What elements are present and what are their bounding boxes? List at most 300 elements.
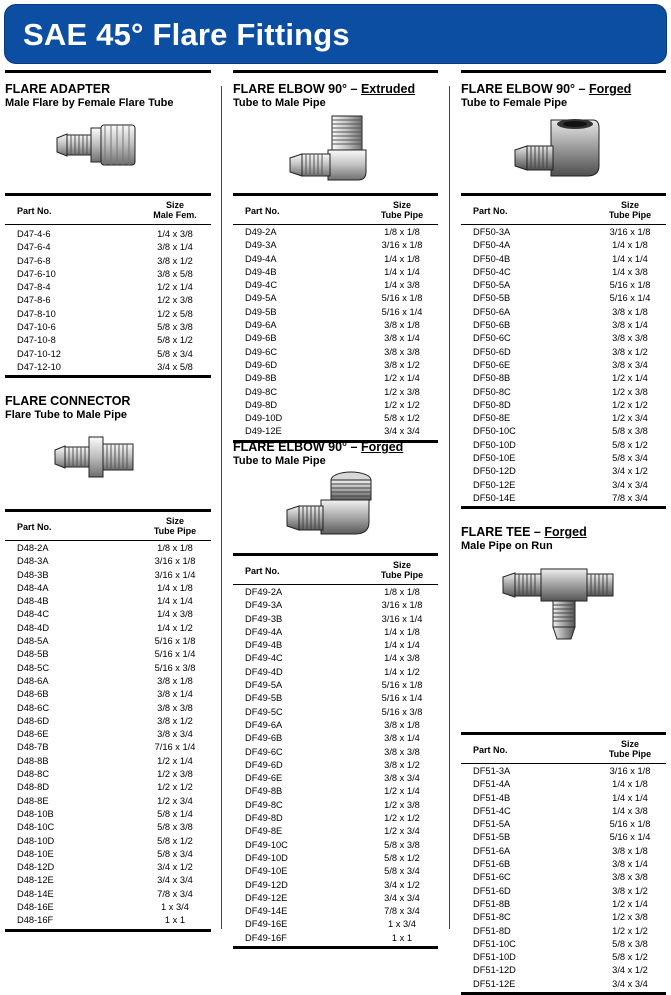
part-size: 1 x 1	[164, 915, 186, 926]
part-number: DF51-12D	[473, 965, 516, 976]
section-title: FLARE ADAPTER	[5, 82, 111, 96]
table-row	[5, 228, 211, 241]
table-row	[5, 255, 211, 268]
part-number: DF50-6E	[473, 359, 511, 370]
part-number: DF50-10E	[473, 453, 516, 464]
part-number: DF49-12D	[245, 879, 288, 890]
part-number: DF50-6B	[473, 320, 511, 331]
table-row	[5, 914, 211, 927]
part-size: 5/8 x 1/2	[612, 439, 648, 450]
part-number: D49-4C	[245, 280, 278, 291]
table-row	[5, 294, 211, 307]
part-number: D47-8-10	[17, 308, 56, 319]
part-size: 1/8 x 1/8	[157, 543, 193, 553]
part-size: 3/16 x 1/8	[154, 556, 196, 567]
part-number: D48-3A	[17, 556, 49, 567]
part-size: 1/2 x 1/4	[612, 898, 648, 909]
table-row	[5, 582, 211, 595]
flare-elbow-forged-image	[285, 470, 375, 544]
table-row	[461, 253, 666, 266]
part-number: D48-6E	[17, 729, 49, 740]
table-row	[5, 755, 211, 768]
table-row	[233, 932, 438, 945]
table-row	[5, 268, 211, 281]
part-number: DF51-10C	[473, 938, 516, 949]
table-row	[5, 241, 211, 254]
part-size: 1/4 x 3/8	[384, 280, 420, 291]
part-number: DF49-8D	[245, 813, 283, 824]
part-size: 1/2 x 3/8	[612, 912, 648, 923]
section-subtitle: Flare Tube to Male Pipe	[5, 409, 128, 421]
part-size: 1/4 x 1/8	[612, 779, 648, 790]
table-row	[5, 795, 211, 808]
part-size: 1/2 x 1/2	[384, 399, 420, 410]
part-size: 3/4 x 3/4	[384, 426, 420, 437]
part-number: D48-5B	[17, 649, 49, 660]
part-size: 5/16 x 1/4	[381, 306, 423, 317]
table-row	[461, 279, 666, 292]
part-number: D48-4D	[17, 622, 50, 633]
part-size: 1/2 x 3/8	[157, 769, 193, 780]
part-size: 3/16 x 1/4	[381, 613, 423, 624]
part-size: 1/4 x 1/2	[157, 622, 193, 633]
column-2	[233, 70, 438, 943]
table-row	[461, 412, 666, 425]
table-row	[233, 412, 438, 425]
part-number: DF50-12E	[473, 479, 516, 490]
part-size: 3/8 x 1/2	[612, 346, 648, 357]
part-number: D47-8-6	[17, 295, 51, 306]
table-row	[461, 465, 666, 478]
table-row	[5, 662, 211, 675]
part-number: DF49-5B	[245, 693, 283, 704]
table-row	[233, 905, 438, 918]
part-size: 5/8 x 1/2	[157, 835, 193, 846]
table-row	[5, 728, 211, 741]
part-number: D48-2A	[17, 543, 49, 553]
part-number: DF49-8E	[245, 826, 283, 837]
part-number: D49-12E	[245, 426, 282, 437]
column-3	[461, 70, 666, 989]
part-number: D49-3A	[245, 240, 277, 251]
parts-table	[5, 193, 211, 378]
part-size: 3/8 x 3/4	[157, 729, 193, 740]
part-size: 1/2 x 3/8	[384, 799, 420, 810]
part-number: D47-6-8	[17, 255, 51, 266]
part-number: DF51-3A	[473, 766, 511, 776]
table-row	[233, 359, 438, 372]
part-number: DF49-10E	[245, 866, 288, 877]
part-number: D48-6D	[17, 715, 50, 726]
table-row	[461, 359, 666, 372]
part-number: DF51-5A	[473, 819, 511, 830]
part-size: 3/8 x 1/4	[612, 859, 648, 870]
part-size: 1/4 x 1/4	[612, 792, 648, 803]
part-number: DF51-4A	[473, 779, 511, 790]
part-number: D49-6A	[245, 320, 277, 331]
part-number: DF49-14E	[245, 906, 288, 917]
table-row	[233, 279, 438, 292]
part-number: DF49-2A	[245, 587, 283, 597]
table-row	[233, 706, 438, 719]
part-size: 3/4 x 3/4	[157, 875, 193, 886]
table-row	[461, 439, 666, 452]
part-number: D48-16E	[17, 902, 54, 913]
part-number: D49-4B	[245, 266, 277, 277]
part-number: D48-4C	[17, 609, 50, 620]
part-number: DF49-6A	[245, 719, 283, 730]
table-row	[5, 555, 211, 568]
part-number: D49-5A	[245, 293, 277, 304]
part-size: 5/8 x 3/8	[157, 822, 193, 833]
part-size: 5/16 x 1/8	[381, 680, 423, 691]
part-size: 1/4 x 1/8	[384, 626, 420, 637]
table-row	[5, 308, 211, 321]
part-size: 3/8 x 1/4	[157, 242, 193, 253]
table-row	[233, 372, 438, 385]
table-bottom-rule	[5, 929, 211, 932]
section-title: FLARE ELBOW 90° – Forged	[461, 82, 632, 96]
part-number: DF51-4B	[473, 792, 511, 803]
table-row	[5, 348, 211, 361]
part-number: DF49-8C	[245, 799, 283, 810]
table-header: Part No. Size Tube Pipe	[461, 732, 666, 764]
part-number: DF50-8D	[473, 399, 511, 410]
table-row	[233, 865, 438, 878]
table-row	[461, 399, 666, 412]
table-row	[461, 858, 666, 871]
page-banner	[4, 4, 667, 64]
part-number: D48-8D	[17, 782, 50, 793]
part-size: 5/8 x 3/4	[157, 848, 193, 859]
part-size: 3/8 x 1/2	[384, 359, 420, 370]
part-size: 3/8 x 3/8	[384, 346, 420, 357]
part-size: 1/2 x 3/8	[384, 386, 420, 397]
table-row	[461, 452, 666, 465]
part-size: 1/2 x 1/2	[157, 782, 193, 793]
table-row	[233, 626, 438, 639]
table-header: Part No. Size Tube Pipe	[461, 193, 666, 225]
part-number: DF51-12E	[473, 978, 516, 989]
part-number: D48-8B	[17, 755, 49, 766]
table-row	[461, 306, 666, 319]
part-size: 3/4 x 5/8	[157, 361, 193, 372]
part-number: DF49-6C	[245, 746, 283, 757]
part-number: D49-8C	[245, 386, 278, 397]
column-top-rule	[233, 70, 438, 73]
table-row	[233, 652, 438, 665]
table-bottom-rule	[233, 946, 438, 949]
part-size: 5/8 x 3/4	[157, 348, 193, 359]
section-flare-elbow-forged-female	[461, 82, 666, 503]
part-number: D47-10-8	[17, 335, 56, 346]
part-size: 3/4 x 3/4	[612, 978, 648, 989]
table-row	[233, 425, 438, 438]
part-size: 3/8 x 1/2	[384, 759, 420, 770]
part-size: 1/4 x 1/4	[384, 266, 420, 277]
part-number: D49-6B	[245, 333, 277, 344]
section-flare-adapter	[5, 82, 211, 372]
part-number: D48-4B	[17, 596, 49, 607]
table-row	[233, 613, 438, 626]
table-row	[461, 226, 666, 239]
part-size: 5/8 x 1/2	[157, 335, 193, 346]
part-size: 7/16 x 1/4	[154, 742, 196, 753]
parts-table	[233, 553, 438, 949]
part-size: 3/8 x 5/8	[157, 268, 193, 279]
part-size: 5/8 x 1/2	[384, 413, 420, 424]
part-number: DF49-16F	[245, 932, 287, 943]
table-row	[461, 239, 666, 252]
part-size: 3/8 x 1/4	[384, 333, 420, 344]
part-size: 5/16 x 1/8	[381, 293, 423, 304]
part-size: 3/4 x 1/2	[612, 466, 648, 477]
part-size: 1/2 x 1/4	[384, 373, 420, 384]
table-row	[233, 399, 438, 412]
part-size: 3/8 x 3/8	[612, 872, 648, 883]
table-row	[461, 479, 666, 492]
section-subtitle: Tube to Male Pipe	[233, 455, 326, 467]
table-row	[233, 306, 438, 319]
part-size: 1/4 x 1/4	[157, 596, 193, 607]
part-size: 5/8 x 1/2	[612, 952, 648, 963]
part-number: D48-7B	[17, 742, 49, 753]
table-row	[5, 715, 211, 728]
part-number: D48-5C	[17, 662, 50, 673]
table-row	[461, 911, 666, 924]
part-number: D49-8D	[245, 399, 278, 410]
part-number: D48-8C	[17, 769, 50, 780]
part-size: 7/8 x 3/4	[612, 492, 648, 503]
part-size: 1/2 x 1/4	[157, 755, 193, 766]
table-row	[233, 719, 438, 732]
part-number: D48-10D	[17, 835, 55, 846]
table-row	[461, 492, 666, 505]
part-number: DF51-8D	[473, 925, 511, 936]
table-row	[233, 292, 438, 305]
table-bottom-rule	[5, 375, 211, 378]
part-number: D48-8E	[17, 795, 49, 806]
section-flare-tee-forged	[461, 525, 666, 989]
flare-connector-image	[53, 434, 135, 480]
table-row	[233, 892, 438, 905]
part-size: 1/2 x 3/8	[157, 295, 193, 306]
table-row	[233, 852, 438, 865]
table-row	[461, 964, 666, 977]
part-size: 3/8 x 3/8	[612, 333, 648, 344]
table-header: Part No. Size Tube Pipe	[233, 193, 438, 225]
part-number: DF49-4D	[245, 666, 283, 677]
table-row	[5, 622, 211, 635]
part-number: D48-12E	[17, 875, 54, 886]
table-row	[5, 321, 211, 334]
table-row	[461, 778, 666, 791]
part-size: 1/4 x 3/8	[384, 653, 420, 664]
part-size: 3/8 x 1/8	[612, 845, 648, 856]
part-number: DF49-4A	[245, 626, 283, 637]
part-size: 1/2 x 1/2	[612, 925, 648, 936]
table-row	[233, 226, 438, 239]
part-size: 7/8 x 3/4	[157, 888, 193, 899]
part-size: 7/8 x 3/4	[384, 906, 420, 917]
table-row	[233, 599, 438, 612]
part-size: 1/2 x 1/2	[384, 813, 420, 824]
part-size: 1/2 x 3/4	[157, 795, 193, 806]
part-size: 3/8 x 1/2	[157, 255, 193, 266]
part-size: 5/16 x 1/8	[609, 280, 651, 291]
part-size: 3/8 x 1/4	[384, 733, 420, 744]
part-number: DF49-10D	[245, 852, 288, 863]
part-number: D48-6B	[17, 689, 49, 700]
table-row	[233, 586, 438, 599]
table-row	[233, 386, 438, 399]
part-number: D47-8-4	[17, 282, 51, 293]
table-row	[461, 266, 666, 279]
part-size: 3/16 x 1/8	[381, 240, 423, 251]
part-size: 3/8 x 1/8	[612, 306, 648, 317]
part-number: DF51-10D	[473, 952, 516, 963]
table-row	[461, 845, 666, 858]
table-row	[461, 938, 666, 951]
part-size: 5/8 x 3/8	[384, 839, 420, 850]
part-number: DF50-4C	[473, 266, 511, 277]
part-size: 3/4 x 3/4	[384, 892, 420, 903]
part-number: DF49-5A	[245, 680, 283, 691]
part-size: 1/2 x 1/4	[384, 786, 420, 797]
part-number: D49-2A	[245, 227, 277, 237]
part-number: DF50-6C	[473, 333, 511, 344]
table-row	[5, 542, 211, 555]
table-row	[461, 792, 666, 805]
part-number: DF51-5B	[473, 832, 511, 843]
table-row	[461, 292, 666, 305]
part-number: DF50-8E	[473, 413, 511, 424]
part-number: DF49-6D	[245, 759, 283, 770]
table-row	[5, 821, 211, 834]
table-row	[233, 253, 438, 266]
part-number: D49-10D	[245, 413, 283, 424]
part-size: 5/8 x 3/8	[157, 322, 193, 333]
part-size: 1/2 x 1/2	[612, 399, 648, 410]
column-top-rule	[461, 70, 666, 73]
table-row	[5, 835, 211, 848]
table-row	[461, 346, 666, 359]
table-row	[233, 839, 438, 852]
part-number: DF51-6D	[473, 885, 511, 896]
part-size: 5/16 x 1/8	[154, 636, 196, 647]
part-size: 1/8 x 1/8	[384, 227, 420, 237]
part-number: DF51-6B	[473, 859, 511, 870]
part-number: D47-10-12	[17, 348, 61, 359]
table-row	[233, 732, 438, 745]
part-number: D47-4-6	[17, 229, 51, 239]
part-number: DF51-6C	[473, 872, 511, 883]
part-number: D48-3B	[17, 569, 49, 580]
part-size: 1/2 x 5/8	[157, 308, 193, 319]
flare-elbow-female-image	[513, 116, 603, 184]
part-number: D48-16F	[17, 915, 54, 926]
table-row	[461, 805, 666, 818]
part-size: 3/16 x 1/4	[154, 569, 196, 580]
part-size: 5/16 x 3/8	[381, 706, 423, 717]
part-number: D48-10E	[17, 848, 54, 859]
section-title: FLARE TEE – Forged	[461, 525, 587, 539]
part-size: 1/2 x 1/4	[612, 373, 648, 384]
table-row	[233, 266, 438, 279]
part-number: DF51-4C	[473, 805, 511, 816]
table-row	[461, 951, 666, 964]
table-row	[5, 768, 211, 781]
part-size: 1/2 x 3/4	[384, 826, 420, 837]
part-number: DF49-10C	[245, 839, 288, 850]
part-size: 3/8 x 3/8	[157, 702, 193, 713]
part-number: D49-8B	[245, 373, 277, 384]
part-size: 3/8 x 1/8	[157, 675, 193, 686]
part-number: DF50-14E	[473, 492, 516, 503]
table-row	[5, 874, 211, 887]
part-size: 3/8 x 1/4	[157, 689, 193, 700]
part-number: DF49-6E	[245, 773, 283, 784]
part-number: DF49-3A	[245, 600, 283, 611]
part-number: DF50-4B	[473, 253, 511, 264]
part-size: 1/4 x 1/4	[384, 640, 420, 651]
table-row	[233, 679, 438, 692]
table-row	[461, 885, 666, 898]
part-number: D49-6C	[245, 346, 278, 357]
part-size: 1/4 x 3/8	[157, 609, 193, 620]
part-size: 1/4 x 1/8	[612, 240, 648, 251]
part-number: D47-12-10	[17, 361, 61, 372]
table-row	[5, 861, 211, 874]
part-number: D47-10-6	[17, 322, 56, 333]
table-row	[461, 425, 666, 438]
section-flare-connector	[5, 394, 211, 926]
table-row	[233, 759, 438, 772]
part-size: 1/4 x 1/8	[157, 582, 193, 593]
part-number: D49-4A	[245, 253, 277, 264]
table-row	[233, 799, 438, 812]
table-row	[5, 688, 211, 701]
table-row	[233, 332, 438, 345]
part-number: DF50-8B	[473, 373, 511, 384]
section-subtitle: Male Flare by Female Flare Tube	[5, 97, 174, 109]
parts-table	[5, 509, 211, 932]
part-number: DF50-4A	[473, 240, 511, 251]
table-row	[5, 648, 211, 661]
table-row	[461, 332, 666, 345]
part-number: D48-10B	[17, 808, 54, 819]
table-row	[5, 888, 211, 901]
part-size: 3/8 x 1/8	[384, 320, 420, 331]
part-number: DF50-12D	[473, 466, 516, 477]
part-size: 3/8 x 1/8	[384, 719, 420, 730]
part-number: D48-6A	[17, 675, 49, 686]
section-subtitle: Male Pipe on Run	[461, 540, 553, 552]
table-row	[5, 848, 211, 861]
parts-table	[461, 193, 666, 509]
part-size: 3/4 x 3/4	[612, 479, 648, 490]
part-size: 5/8 x 3/8	[612, 426, 648, 437]
table-row	[233, 785, 438, 798]
part-number: D48-6C	[17, 702, 50, 713]
section-flare-elbow-forged-male	[233, 440, 438, 943]
table-row	[233, 879, 438, 892]
table-row	[5, 569, 211, 582]
table-row	[5, 741, 211, 754]
part-number: DF49-8B	[245, 786, 283, 797]
table-row	[461, 319, 666, 332]
table-row	[461, 818, 666, 831]
